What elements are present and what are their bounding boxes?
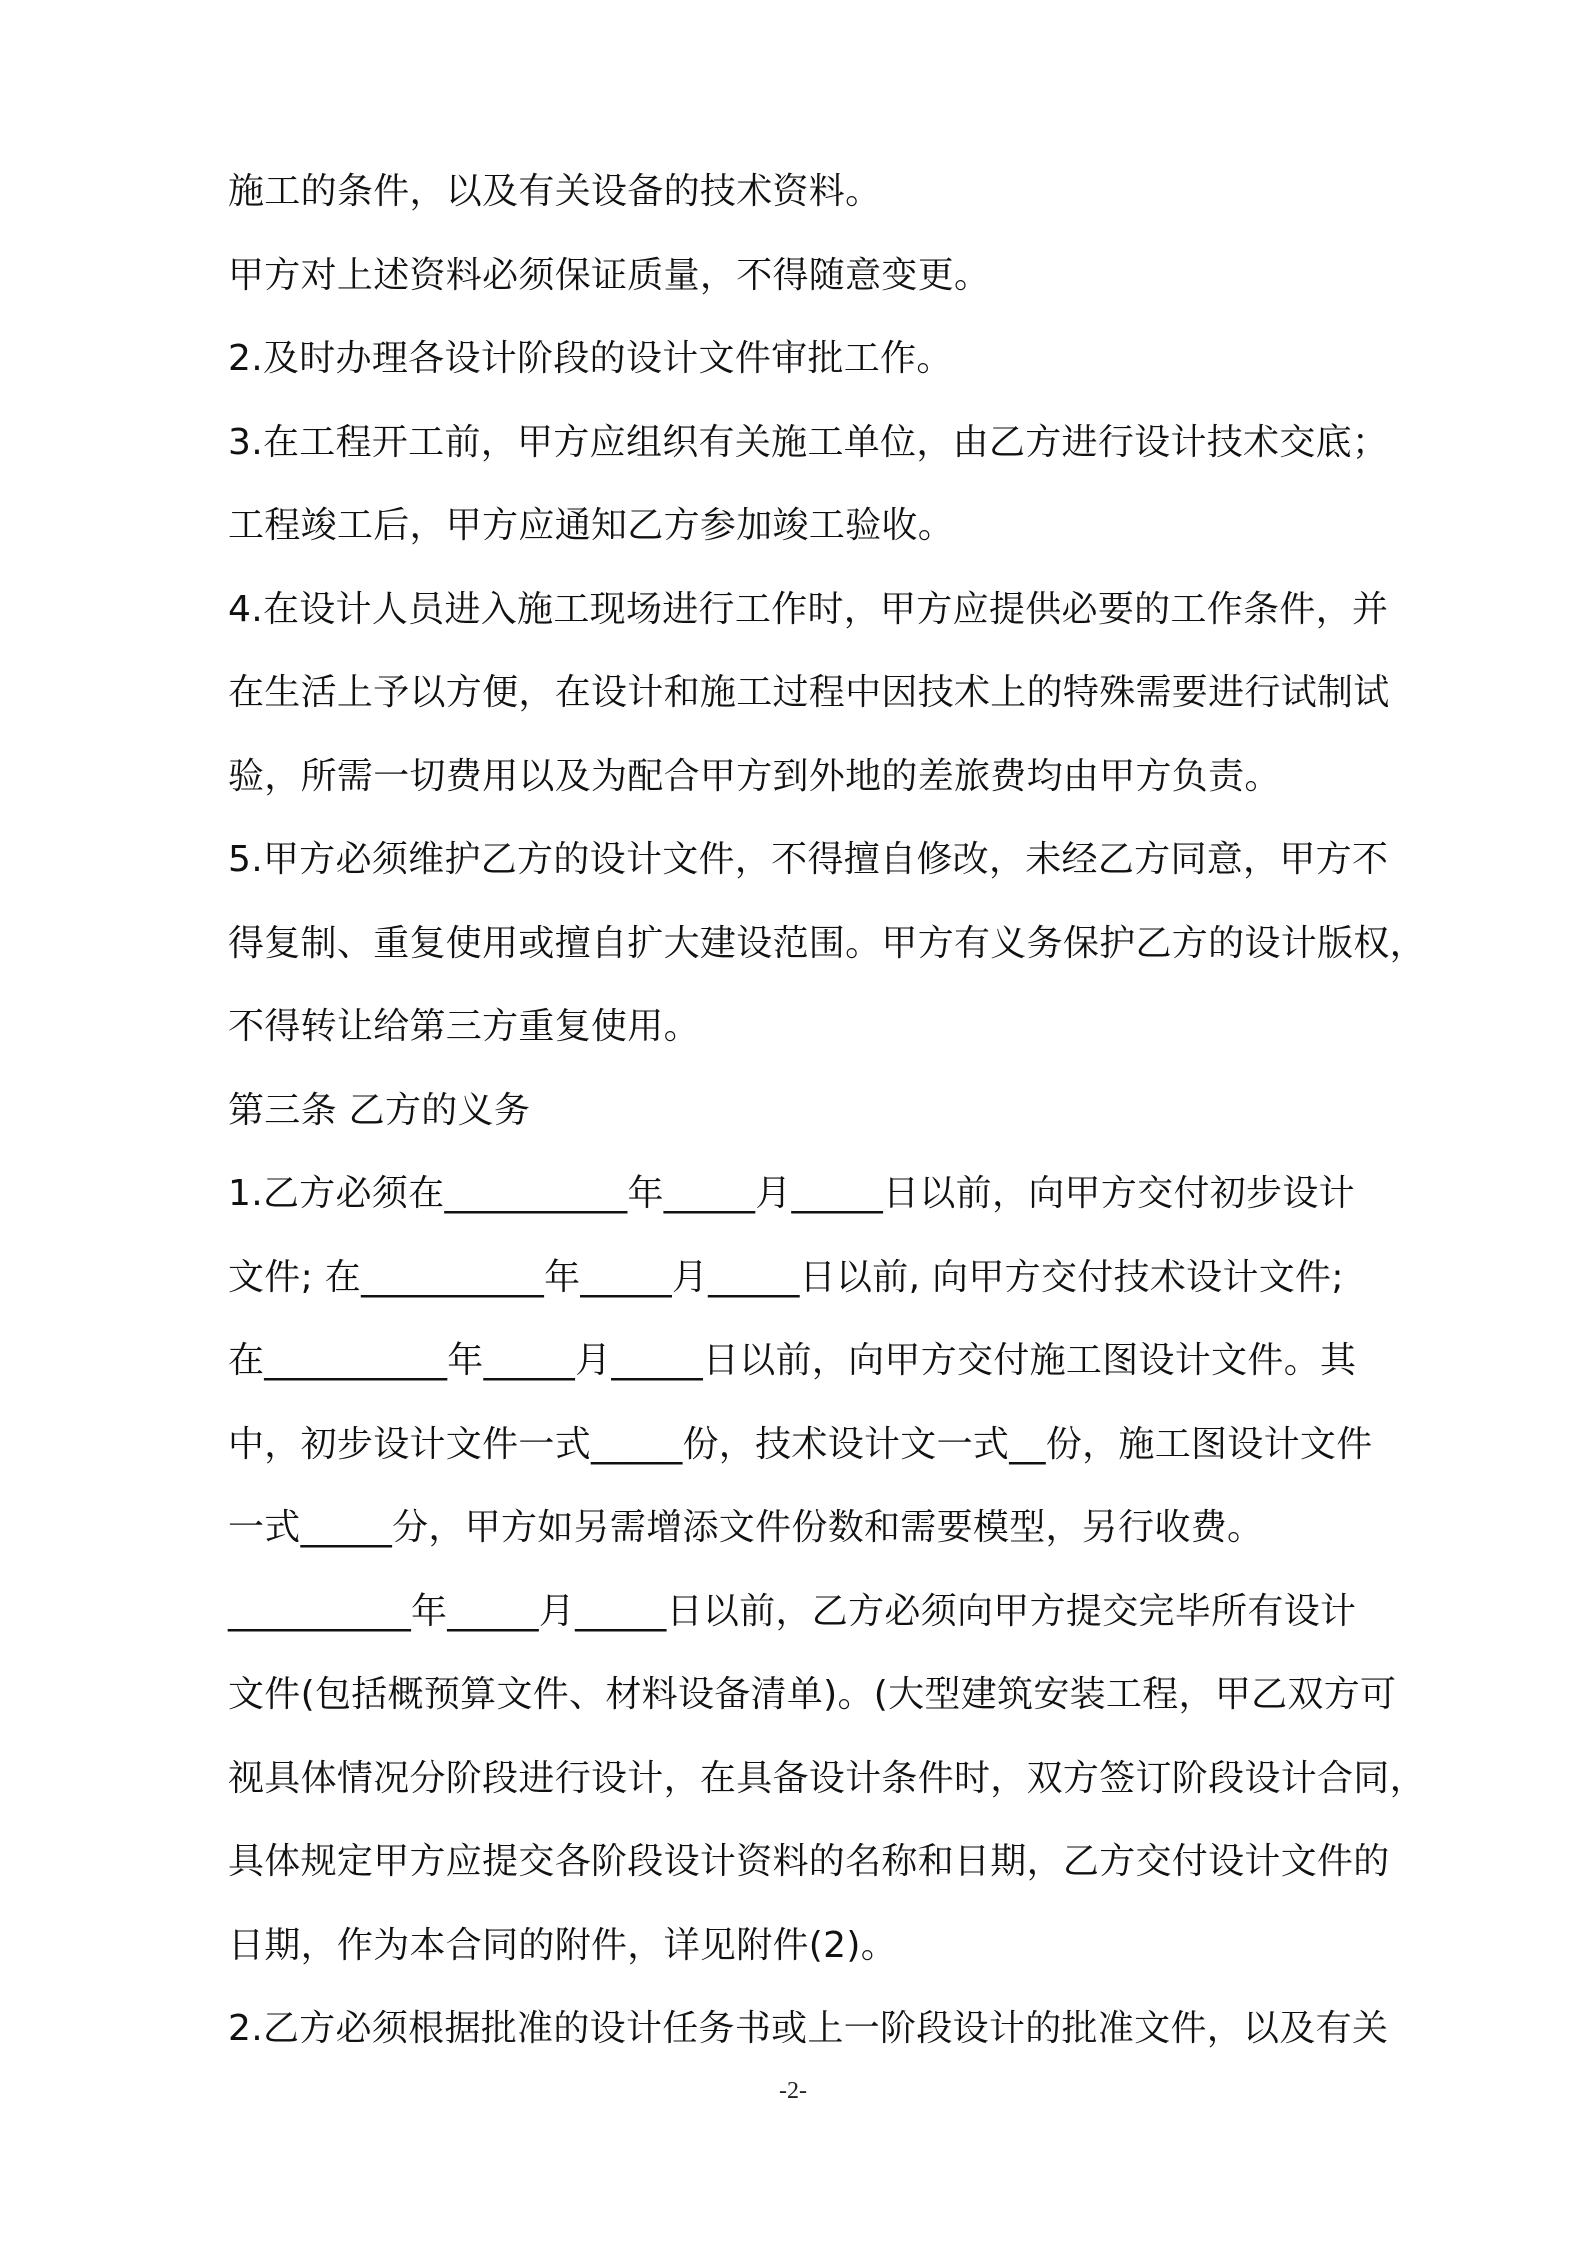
text-line: 工程竣工后，甲方应通知乙方参加竣工验收。 xyxy=(228,505,955,546)
contract-text xyxy=(228,150,1428,2071)
text-line: 2.乙方必须根据批准的设计任务书或上一阶段设计的批准文件，以及有关 xyxy=(228,2008,1389,2049)
text-line: 得复制、重复使用或擅自扩大建设范围。甲方有义务保护乙方的设计版权， xyxy=(228,922,1426,964)
text-line: 4.在设计人员进入施工现场进行工作时，甲方应提供必要的工作条件，并 xyxy=(228,588,1389,630)
text-line: 文件; 在__________年_____月_____日以前, 向甲方交付技术设计文件; xyxy=(228,1256,1344,1298)
text-line: 文件(包括概预算文件、材料设备清单)。(大型建筑安装工程，甲乙双方可 xyxy=(228,1674,1397,1715)
text-line: 1.乙方必须在__________年_____月_____日以前，向甲方交付初步设计 xyxy=(228,1173,1355,1214)
text-line: 视具体情况分阶段进行设计，在具备设计条件时，双方签订阶段设计合同， xyxy=(228,1757,1426,1799)
text-line: 5.甲方必须维护乙方的设计文件，不得擅自修改，未经乙方同意，甲方不 xyxy=(228,839,1389,880)
text-line: 施工的条件，以及有关设备的技术资料。 xyxy=(228,171,882,212)
section-heading: 第三条 乙方的义务 xyxy=(228,1089,531,1131)
text-line: 一式_____分，甲方如另需增添文件份数和需要模型，另行收费。 xyxy=(228,1507,1264,1548)
text-line: 不得转让给第三方重复使用。 xyxy=(228,1006,700,1047)
text-line: 在生活上予以方便，在设计和施工过程中因技术上的特殊需要进行试制试 xyxy=(228,672,1390,713)
text-line: 2.及时办理各设计阶段的设计文件审批工作。 xyxy=(228,338,953,379)
text-line: 3.在工程开工前，甲方应组织有关施工单位，由乙方进行设计技术交底； xyxy=(228,421,1389,463)
text-line: 在__________年_____月_____日以前，向甲方交付施工图设计文件。其 xyxy=(228,1340,1357,1381)
page-number: -2- xyxy=(779,2078,807,2104)
text-line: 甲方对上述资料必须保证质量，不得随意变更。 xyxy=(228,254,991,296)
text-line: 中，初步设计文件一式_____份，技术设计文一式__份，施工图设计文件 xyxy=(228,1423,1373,1465)
text-line: 具体规定甲方应提交各阶段设计资料的名称和日期，乙方交付设计文件的 xyxy=(228,1841,1390,1882)
text-line: 日期，作为本合同的附件，详见附件(2)。 xyxy=(228,1924,897,1966)
text-line: 验，所需一切费用以及为配合甲方到外地的差旅费均由甲方负责。 xyxy=(228,755,1281,797)
text-line: __________年_____月_____日以前，乙方必须向甲方提交完毕所有设计 xyxy=(228,1590,1357,1632)
